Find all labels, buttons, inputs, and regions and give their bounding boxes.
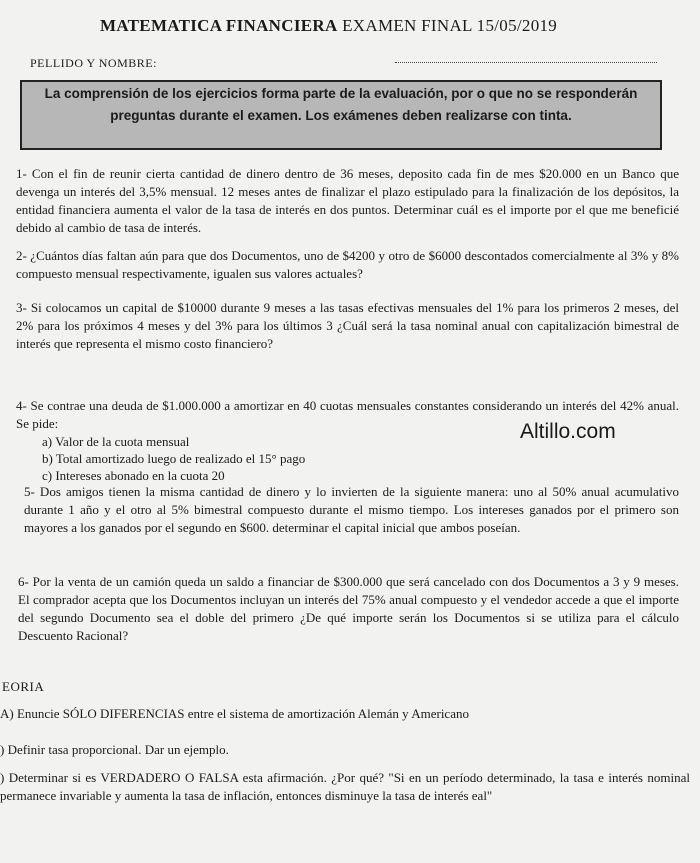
exam-title: EXAMEN FINAL 15/05/2019	[342, 16, 558, 35]
instructions-box: La comprensión de los ejercicios forma parte de la evaluación, por o que no se responderán preguntas durante el examen. Los exámenes deben realizarse con tinta.	[20, 80, 662, 150]
theory-title: EORIA	[2, 679, 45, 694]
question-6: 6- Por la venta de un camión queda un saldo a financiar de $300.000 que será cancelado con dos Documentos a 3 y 9 meses. El comprador acepta que los Documentos incluyan un interés del 75% anual compuesto y el vendedor accede a que el importe del segundo Documento sea el doble del primero ¿De qué importe serán los Documentos si se utiliza para el cálculo Descuento Racional?	[18, 574, 679, 643]
question-4-item-b: b) Total amortizado luego de realizado el 15° pago	[42, 451, 306, 466]
name-label: PELLIDO Y NOMBRE:	[30, 56, 157, 70]
question-2: 2- ¿Cuántos días faltan aún para que dos Documentos, uno de $4200 y otro de $6000 descontados comercialmente al 3% y 8% compuesto mensual respectivamente, igualen sus valores actuales?	[16, 248, 679, 281]
theory-item-b: ) Definir tasa proporcional. Dar un ejemplo.	[0, 742, 229, 757]
subject-title: MATEMATICA FINANCIERA	[100, 16, 338, 35]
question-4-intro: 4- Se contrae una deuda de $1.000.000 a amortizar en 40 cuotas mensuales constantes considerando un interés del 42% anual. Se pide:	[16, 398, 679, 431]
question-4-item-a: a) Valor de la cuota mensual	[42, 434, 190, 449]
question-3: 3- Si colocamos un capital de $10000 durante 9 meses a las tasas efectivas mensuales del 1% para los primeros 2 meses, del 2% para los próximos 4 meses y del 3% para los últimos 3 ¿Cuál será la tasa nominal anual con capitalización bimestral de interés que representa el mismo costo financiero?	[16, 300, 679, 351]
theory-item-c: ) Determinar si es VERDADERO O FALSA esta afirmación. ¿Por qué? "Si en un período determinado, la tasa e interés nominal permanece invariable y aumenta la tasa de inflación, entonces disminuye la tasa de interés eal"	[0, 770, 690, 803]
question-1: 1- Con el fin de reunir cierta cantidad de dinero dentro de 36 meses, deposito cada fin de mes $20.000 en un Banco que devenga un interés del 3,5% mensual. 12 meses antes de finalizar el plazo estipulado para la finalización de los depósitos, la entidad financiera aumenta el valor de la tasa de interés en dos puntos. Determinar cuál es el importe por el que me beneficié debido al cambio de tasa de interés.	[16, 166, 679, 235]
exam-header	[100, 16, 660, 36]
theory-item-a: A) Enuncie SÓLO DIFERENCIAS entre el sistema de amortización Alemán y Americano	[0, 706, 469, 721]
watermark-text: Altillo.com	[520, 420, 616, 443]
question-4-item-c: c) Intereses abonado en la cuota 20	[42, 468, 225, 483]
question-5: 5- Dos amigos tienen la misma cantidad de dinero y lo invierten de la siguiente manera: uno al 50% anual acumulativo durante 1 año y el otro al 5% bimestral compuesto durante el mismo tiempo. Los intereses ganados por el primero son mayores a los ganados por el segundo en $600. determinar el capital inicial que ambos poseían.	[24, 484, 679, 535]
name-dotted-line	[395, 62, 657, 63]
